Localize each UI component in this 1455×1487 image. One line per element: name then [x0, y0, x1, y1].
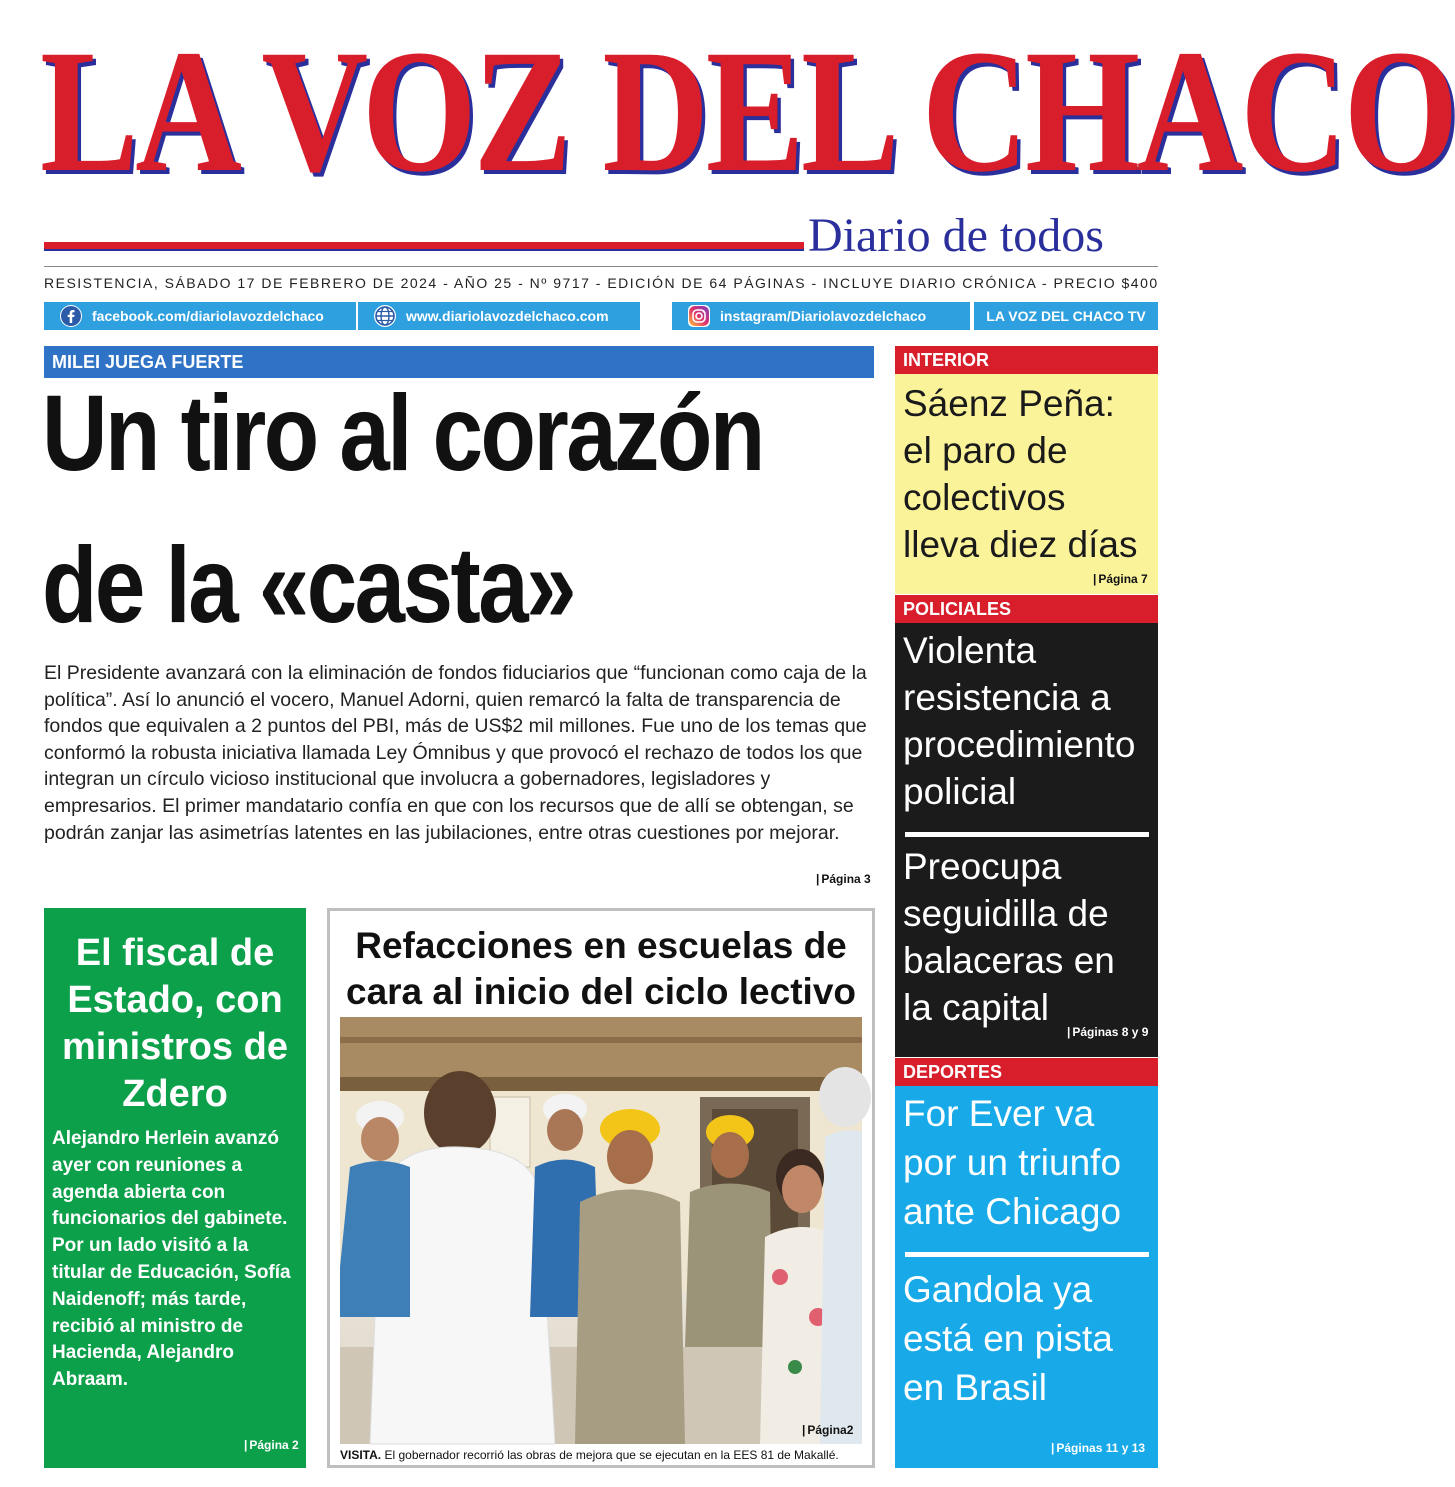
policiales-story-2-line-1: Preocupa	[903, 846, 1062, 887]
instagram-link-label: instagram/Diariolavozdelchaco	[720, 308, 927, 324]
policiales-story-1-line-4: policial	[903, 771, 1017, 812]
photo-caption-text: El gobernador recorrió las obras de mejora que se ejecutan en la EES 81 de Makallé.	[384, 1448, 839, 1462]
deportes-story-2-line-3: en Brasil	[903, 1367, 1047, 1408]
green-story-title: El fiscal de Estado, con ministros de Zdero	[62, 932, 288, 1115]
photo-story-title: Refacciones en escuelas de cara al inicio del ciclo lectivo	[346, 925, 856, 1012]
interior-headline-line-3: colectivos	[903, 477, 1066, 518]
lead-headline-line-1: Un tiro al corazón	[42, 372, 763, 493]
policiales-story-2-line-4: la capital	[903, 987, 1050, 1028]
section-label-policiales: POLICIALES	[895, 595, 1158, 623]
deportes-box	[895, 1086, 1158, 1468]
website-link[interactable]	[358, 302, 640, 330]
news-photo	[340, 1017, 862, 1444]
policiales-divider	[905, 832, 1149, 837]
facebook-link-label: facebook.com/diariolavozdelchaco	[92, 308, 324, 324]
tv-link[interactable]: LA VOZ DEL CHACO TV	[974, 302, 1158, 330]
photo-caption-label: VISITA.	[340, 1448, 382, 1462]
interior-headline-line-4: lleva diez días	[903, 524, 1138, 565]
policiales-story-2-line-3: balaceras en	[903, 940, 1115, 981]
interior-headline-line-2: el paro de	[903, 430, 1068, 471]
deportes-story-1-line-1: For Ever va	[903, 1093, 1095, 1134]
dateline: RESISTENCIA, SÁBADO 17 DE FEBRERO DE 2024 - AÑO 25 - Nº 9717 - EDICIÓN DE 64 PÁGINAS - INCLUYE DIARIO CRÓNICA - PRECIO $400	[44, 275, 1159, 291]
masthead-tagline: Diario de todos	[808, 209, 1104, 262]
dateline-divider	[44, 266, 1158, 267]
section-label-interior: INTERIOR	[895, 346, 1158, 374]
policiales-story-1-line-1: Violenta	[903, 630, 1037, 671]
green-story-body: Alejandro Herlein avanzó ayer con reuniones a agenda abierta con funcionarios del gabinete. Por un lado visitó a la titular de Educación, Sofía Naidenoff; más tarde, recibió al ministro de Hacienda, Alejandro Abraam.	[52, 1128, 291, 1391]
deportes-story-2-line-1: Gandola ya	[903, 1269, 1093, 1310]
lead-headline-line-2: de la «casta»	[42, 524, 575, 645]
facebook-icon	[60, 305, 82, 327]
deportes-story-1-line-2: por un triunfo	[903, 1142, 1122, 1183]
photo-story[interactable]	[327, 908, 875, 1468]
website-link-label: www.diariolavozdelchaco.com	[406, 308, 609, 324]
photo-page-ref[interactable]: | Página2	[802, 1423, 853, 1437]
lead-page-ref[interactable]: | Página 3	[816, 872, 871, 886]
deportes-divider	[905, 1252, 1149, 1257]
policiales-story-1-line-3: procedimiento	[903, 724, 1136, 765]
photo-illustration	[340, 1017, 862, 1444]
policiales-box	[895, 623, 1158, 1057]
deportes-story-2-line-2: está en pista	[903, 1318, 1113, 1359]
deportes-page-ref[interactable]: | Páginas 11 y 13	[1051, 1441, 1145, 1455]
facebook-link[interactable]	[44, 302, 356, 330]
photo-caption	[340, 1447, 862, 1463]
green-story[interactable]	[44, 908, 306, 1468]
section-label-deportes: DEPORTES	[895, 1058, 1158, 1086]
interior-headline-line-1: Sáenz Peña:	[903, 383, 1115, 424]
lead-headline[interactable]	[42, 372, 763, 645]
green-story-page-ref[interactable]: | Página 2	[244, 1438, 299, 1452]
policiales-story-1-line-2: resistencia a	[903, 677, 1111, 718]
globe-icon	[374, 305, 396, 327]
social-bar	[44, 302, 1158, 330]
instagram-link[interactable]	[672, 302, 970, 330]
policiales-page-ref[interactable]: | Páginas 8 y 9	[1067, 1025, 1148, 1039]
lead-kicker: MILEI JUEGA FUERTE	[44, 346, 874, 378]
lead-body: El Presidente avanzará con la eliminación de fondos fiduciarios que “funcionan como caja de la política”. Así lo anunció el vocero, Manuel Adorni, quien remarcó la falta de transparencia de fondos que equivalen a 2 puntos del PBI, más de US$2 mil millones. Fue uno de los temas que conformó la robusta iniciativa llamada Ley Ómnibus y que provocó el rechazo de todos los que integran un círculo vicioso institucional que involucra a gobernadores, legisladores y empresarios. El primer mandatario confía en que con los recursos que de allí se obtengan, se podrán zanjar las asimetrías latentes en las jubilaciones, entre otras cuestiones por mejorar.	[44, 662, 867, 844]
policiales-story-2-line-2: seguidilla de	[903, 893, 1109, 934]
instagram-icon	[688, 305, 710, 327]
interior-page-ref[interactable]: | Página 7	[1093, 572, 1148, 586]
interior-story[interactable]	[895, 374, 1158, 594]
deportes-story-1-line-3: ante Chicago	[903, 1191, 1122, 1232]
masthead-rule	[44, 242, 804, 251]
masthead-logo: LA VOZ DEL CHACO	[40, 14, 1455, 209]
